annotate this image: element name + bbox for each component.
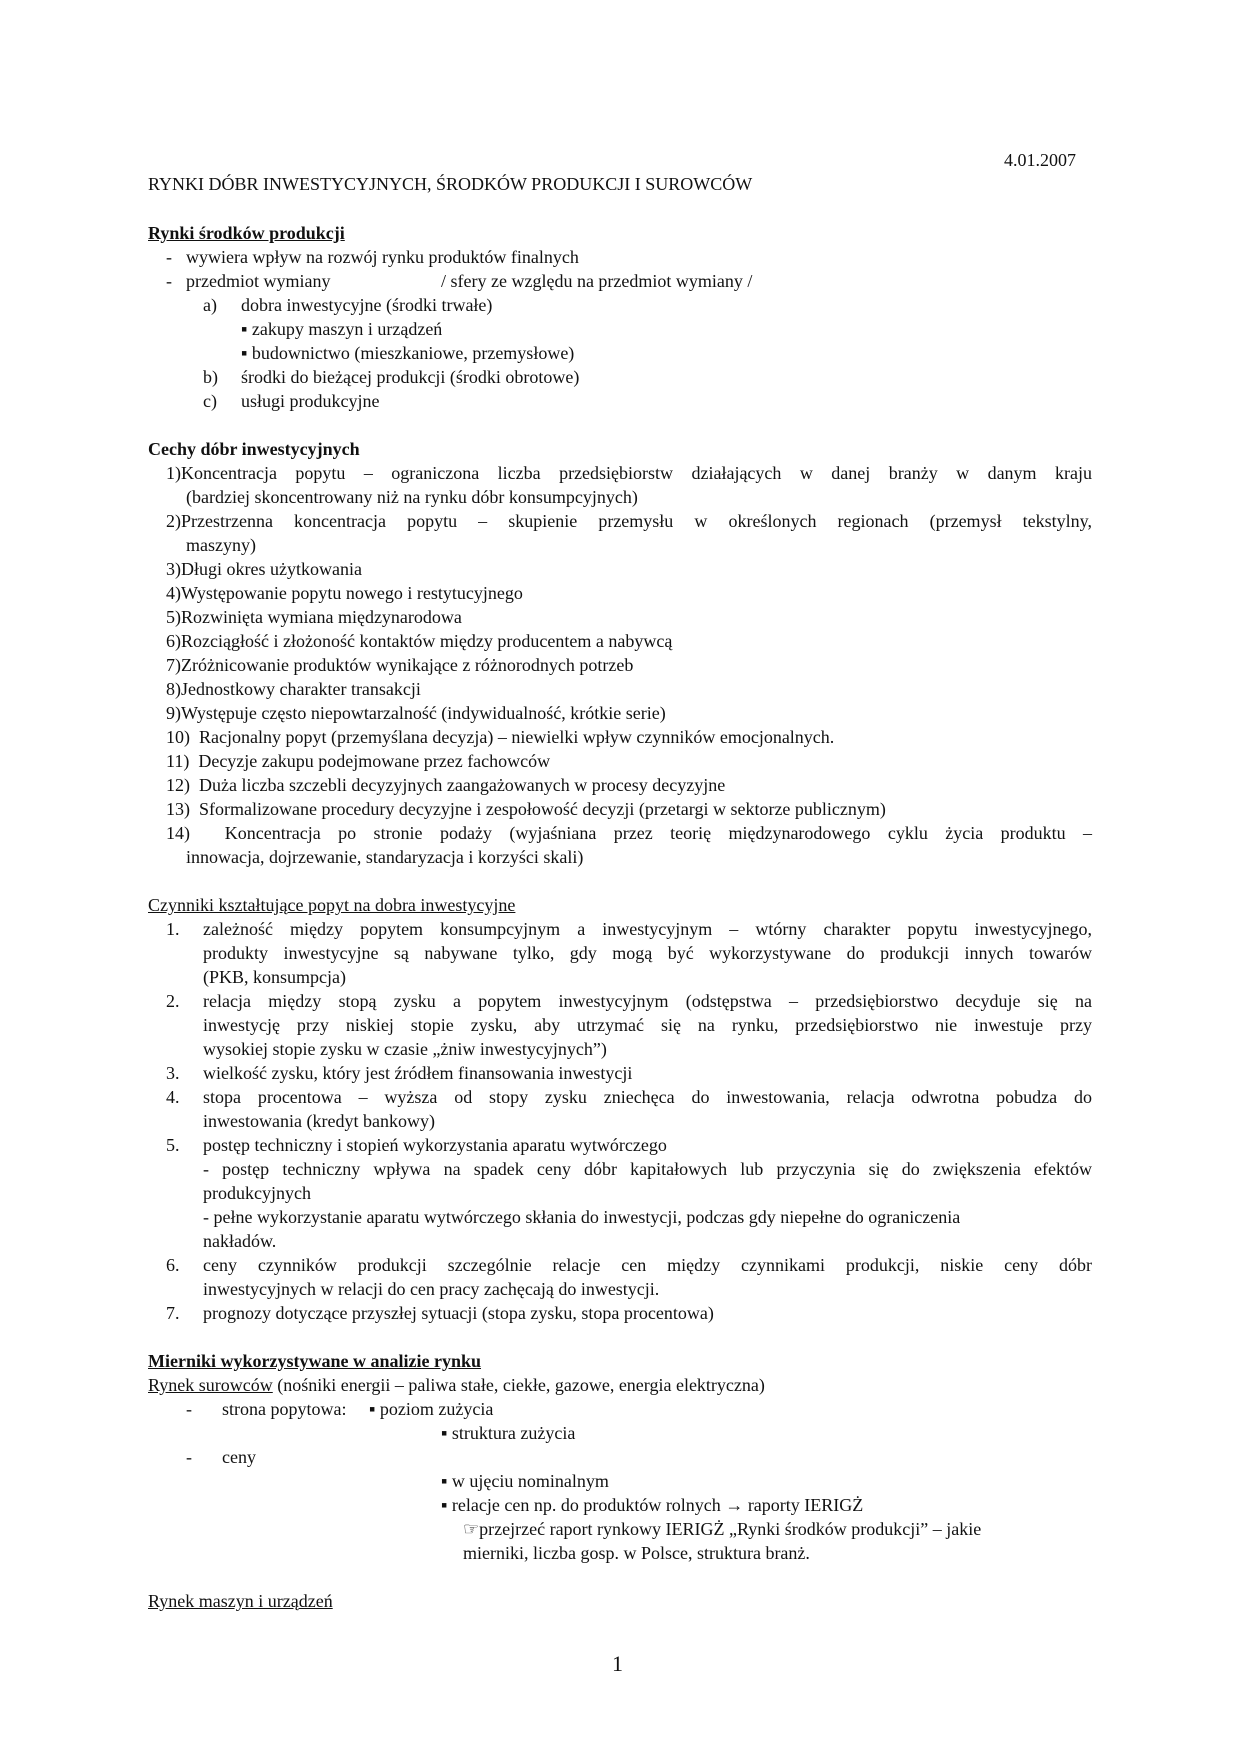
prices-label: ceny (222, 1447, 256, 1467)
factor-number: 4. (166, 1087, 180, 1107)
bullet-item: ▪ struktura zużycia (441, 1423, 576, 1443)
factor-item: stopa procentowa – wyższa od stopy zysku zniechęca do inwestowania, relacja odwrotna pobudza do (203, 1087, 1092, 1107)
feature-item: 7)Zróżnicowanie produktów wynikające z różnorodnych potrzeb (166, 655, 634, 675)
pointing-hand-icon: ☞ (463, 1519, 480, 1539)
factor-item: ceny czynników produkcji szczególnie relacje cen między czynnikami produkcji, niskie ceny dóbr (203, 1255, 1092, 1275)
feature-item-cont: (bardziej skoncentrowany niż na rynku dóbr konsumpcyjnych) (186, 487, 638, 507)
note-line-cont: mierniki, liczba gosp. w Polsce, struktura branż. (463, 1543, 810, 1563)
sub-item: dobra inwestycyjne (środki trwałe) (241, 295, 493, 315)
arrow-right-icon: → (725, 1495, 744, 1515)
bullet-text: w ujęciu nominalnym (451, 1471, 609, 1491)
factor-subitem-cont: produkcyjnych (203, 1183, 311, 1203)
feature-item: 1)Koncentracja popytu – ograniczona liczba przedsiębiorstw działających w danej branży w danym kraju (166, 463, 1092, 483)
demand-side-label: strona popytowa: (222, 1399, 347, 1419)
bullet-item: ▪ zakupy maszyn i urządzeń (241, 319, 443, 339)
section-heading-production-means: Rynki środków produkcji (148, 223, 345, 243)
factor-item: relacja między stopą zysku a popytem inwestycyjnym (odstępstwa – przedsiębiorstwo decyduje się na (203, 991, 1092, 1011)
factor-number: 3. (166, 1063, 180, 1083)
list-dash: - (166, 247, 172, 267)
factor-item: postęp techniczny i stopień wykorzystania aparatu wytwórczego (203, 1135, 667, 1155)
list-dash: - (186, 1447, 192, 1467)
list-item-note: / sfery ze względu na przedmiot wymiany / (441, 271, 753, 291)
document-title: RYNKI DÓBR INWESTYCYJNYCH, ŚRODKÓW PRODUKCJI I SUROWCÓW (148, 174, 753, 194)
page-number: 1 (612, 1651, 623, 1676)
raw-materials-desc: (nośniki energii – paliwa stałe, ciekłe, gazowe, energia elektryczna) (272, 1375, 765, 1395)
feature-item: 10) Racjonalny popyt (przemyślana decyzja) – niewielki wpływ czynników emocjonalnych. (166, 727, 835, 747)
factor-subitem: - pełne wykorzystanie aparatu wytwórczego skłania do inwestycji, podczas gdy niepełne do ograniczenia (203, 1207, 961, 1227)
factor-number: 1. (166, 919, 180, 939)
factor-item-cont: produkty inwestycyjne są nabywane tylko, gdy mogą być wykorzystywane do produkcji innych towarów (203, 943, 1092, 963)
factor-item-cont: inwestycyjnych w relacji do cen pracy zachęcają do inwestycji. (203, 1279, 660, 1299)
feature-item: 9)Występuje często niepowtarzalność (indywidualność, krótkie serie) (166, 703, 666, 723)
factor-item: wielkość zysku, który jest źródłem finansowania inwestycji (203, 1063, 633, 1083)
section-heading-investment-goods: Cechy dóbr inwestycyjnych (148, 439, 360, 459)
bullet-text: zakupy maszyn i urządzeń (251, 319, 443, 339)
factor-item-cont: wysokiej stopie zysku w czasie „żniw inwestycyjnych”) (203, 1039, 607, 1059)
feature-item: 5)Rozwinięta wymiana międzynarodowa (166, 607, 462, 627)
note-text: przejrzeć raport rynkowy IERIGŻ „Rynki środków produkcji” – jakie (479, 1519, 982, 1539)
feature-item: 12) Duża liczba szczebli decyzyjnych zaangażowanych w procesy decyzyjne (166, 775, 726, 795)
feature-item: 8)Jednostkowy charakter transakcji (166, 679, 421, 699)
feature-item-cont: innowacja, dojrzewanie, standaryzacja i korzyści skali) (186, 847, 584, 867)
list-item: przedmiot wymiany (186, 271, 331, 291)
bullet-text: struktura zużycia (451, 1423, 576, 1443)
machines-market-label: Rynek maszyn i urządzeń (148, 1591, 333, 1611)
feature-item: 4)Występowanie popytu nowego i restytucyjnego (166, 583, 523, 603)
section-heading-demand-factors: Czynniki kształtujące popyt na dobra inwestycyjne (148, 895, 516, 915)
raw-materials-line (148, 1373, 765, 1397)
factor-item: zależność między popytem konsumpcyjnym a inwestycyjnym – wtórny charakter popytu inwestycyjnego, (203, 919, 1092, 939)
factor-item-cont: (PKB, konsumpcja) (203, 967, 346, 987)
factor-number: 7. (166, 1303, 180, 1323)
feature-item: 11) Decyzje zakupu podejmowane przez fachowców (166, 751, 551, 771)
section-heading-market-measures: Mierniki wykorzystywane w analizie rynku (148, 1351, 481, 1371)
bullet-text: poziom zużycia (379, 1399, 494, 1419)
bullet-item: ▪ relacje cen np. do produktów rolnych → raporty IERIGŻ (441, 1495, 864, 1515)
sub-item: usługi produkcyjne (241, 391, 380, 411)
sub-item: środki do bieżącej produkcji (środki obrotowe) (241, 367, 580, 387)
list-dash: - (186, 1399, 192, 1419)
bullet-item: ▪ w ujęciu nominalnym (441, 1471, 609, 1491)
factor-item: prognozy dotyczące przyszłej sytuacji (stopa zysku, stopa procentowa) (203, 1303, 714, 1323)
factor-item-cont: inwestycję przy niskiej stopie zysku, aby utrzymać się na rynku, przedsiębiorstwo nie inwestuje przy (203, 1015, 1092, 1035)
bullet-item: ▪ budownictwo (mieszkaniowe, przemysłowe) (241, 343, 575, 363)
feature-item: 13) Sformalizowane procedury decyzyjne i zespołowość decyzji (przetargi w sektorze publicznym) (166, 799, 886, 819)
bullet-text: budownictwo (mieszkaniowe, przemysłowe) (251, 343, 575, 363)
sub-marker: a) (203, 295, 217, 315)
sub-marker: c) (203, 391, 217, 411)
note-line (463, 1517, 981, 1541)
factor-number: 2. (166, 991, 180, 1011)
bullet-text-tail: raporty IERIGŻ (747, 1495, 864, 1515)
document-date: 4.01.2007 (1004, 150, 1076, 170)
factor-subitem-cont: nakładów. (203, 1231, 277, 1251)
feature-item: 14) Koncentracja po stronie podaży (wyjaśniana przez teorię międzynarodowego cyklu życia produktu – (166, 823, 1092, 843)
factor-number: 6. (166, 1255, 180, 1275)
feature-item-cont: maszyny) (186, 535, 256, 555)
list-dash: - (166, 271, 172, 291)
feature-item: 6)Rozciągłość i złożoność kontaktów między producentem a nabywcą (166, 631, 673, 651)
bullet-item: ▪ poziom zużycia (369, 1399, 494, 1419)
factor-item-cont: inwestowania (kredyt bankowy) (203, 1111, 435, 1131)
bullet-text: relacje cen np. do produktów rolnych (451, 1495, 721, 1515)
list-item: wywiera wpływ na rozwój rynku produktów finalnych (186, 247, 579, 267)
factor-subitem: - postęp techniczny wpływa na spadek ceny dóbr kapitałowych lub przyczynia się do zwiększenia efektów (203, 1159, 1092, 1179)
factor-number: 5. (166, 1135, 180, 1155)
raw-materials-label: Rynek surowców (148, 1375, 273, 1395)
feature-item: 3)Długi okres użytkowania (166, 559, 362, 579)
sub-marker: b) (203, 367, 218, 387)
feature-item: 2)Przestrzenna koncentracja popytu – skupienie przemysłu w określonych regionach (przemysł tekstylny, (166, 511, 1092, 531)
